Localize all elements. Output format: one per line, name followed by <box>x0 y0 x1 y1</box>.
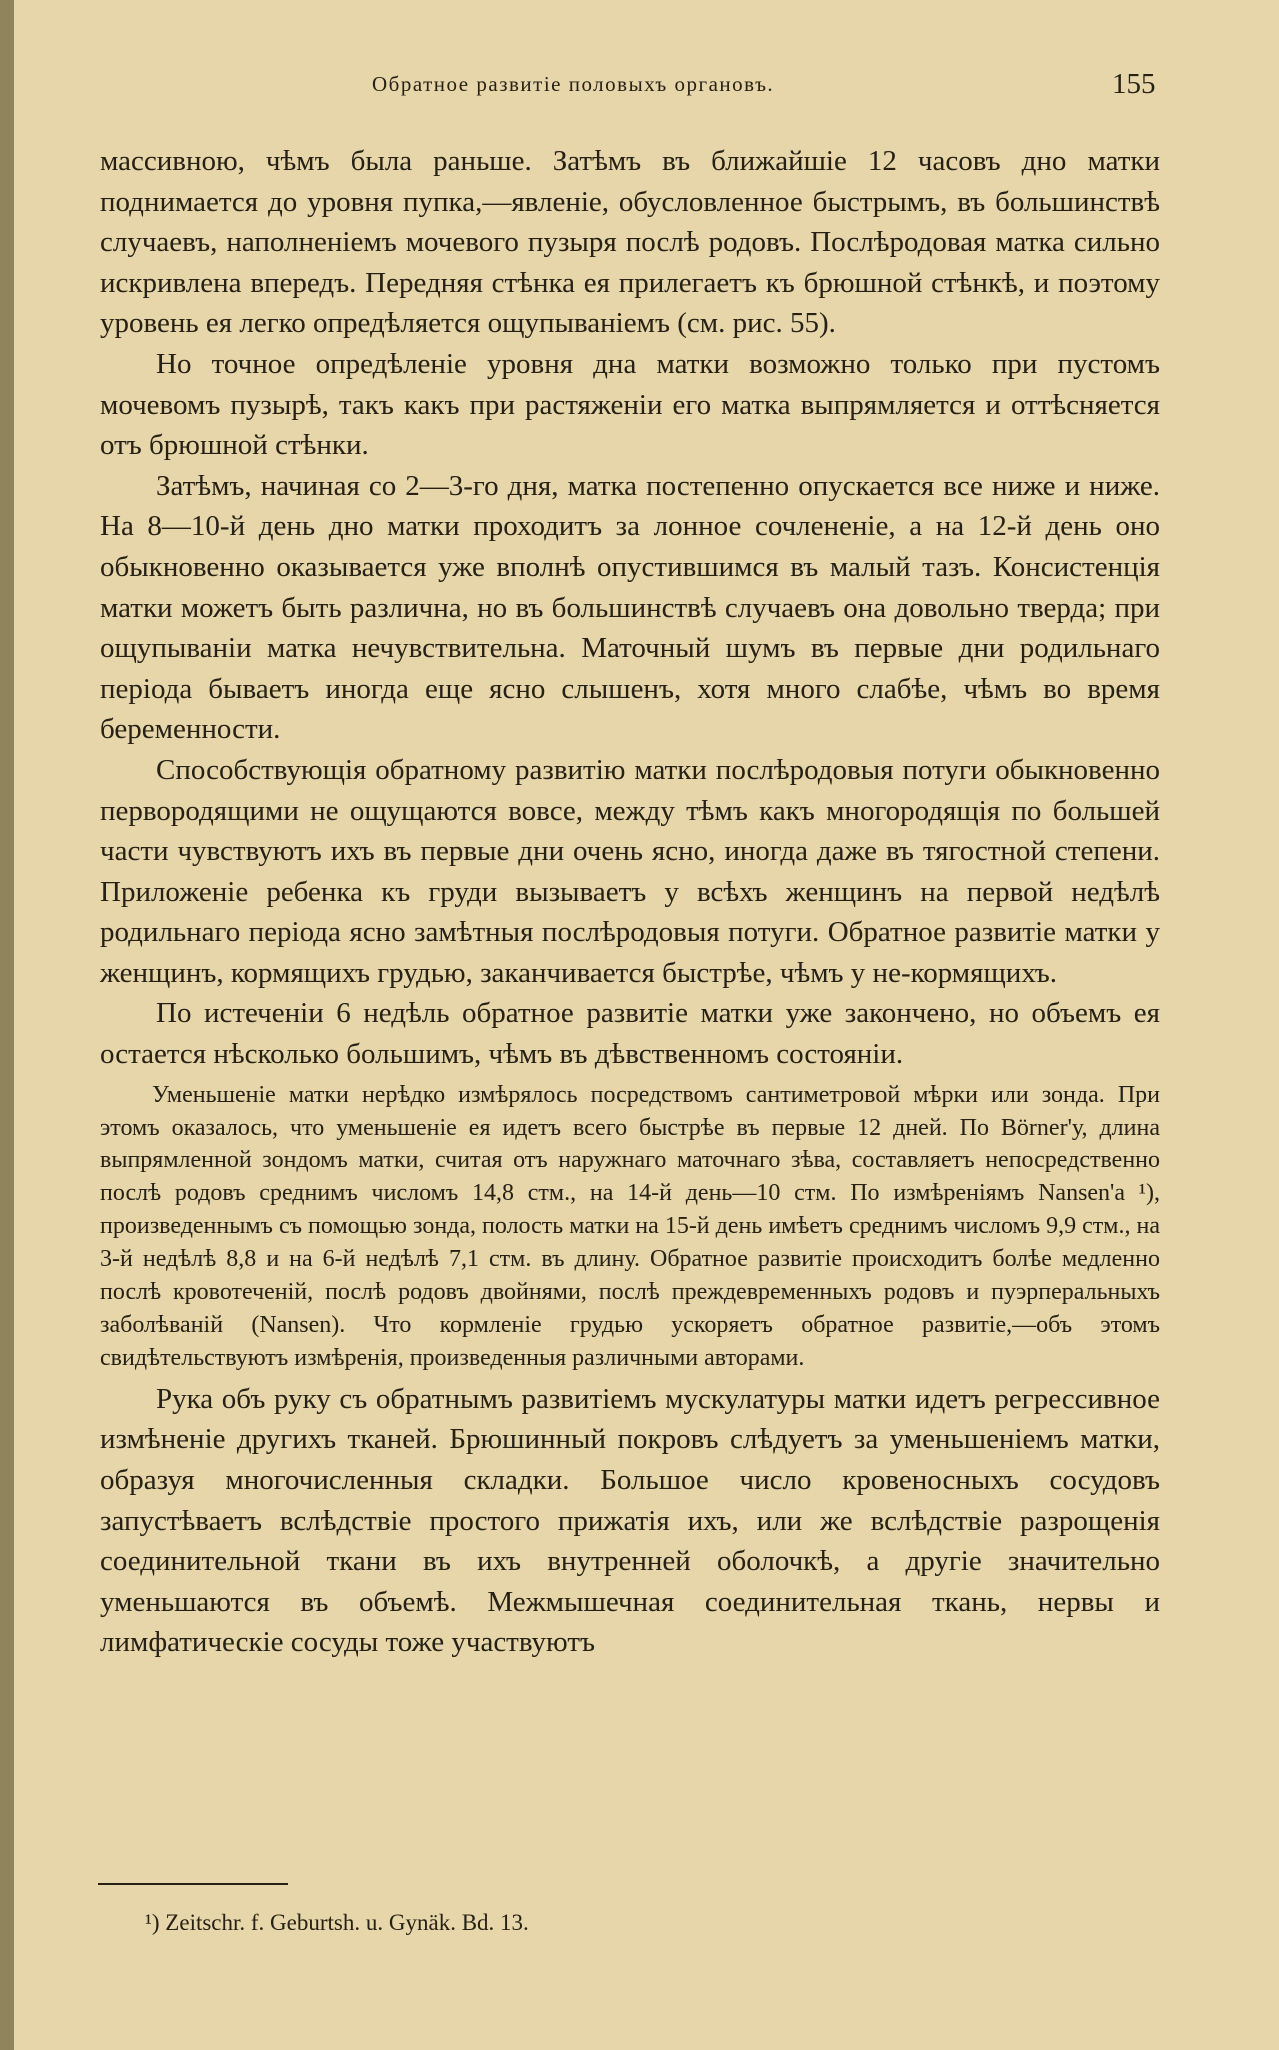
paragraph-4: Способствующія обратному развитію матки послѣродовыя потуги обыкновенно первородящими не ощущаются вовсе, между тѣмъ какъ многородящія по большей части чувствуютъ ихъ въ первые дни очень ясно, иногда даже въ тягостной степени. Приложеніе ребенка къ груди вызываетъ у всѣхъ женщинъ на первой недѣлѣ родильнаго періода ясно замѣтныя послѣродовыя потуги. Обратное развитіе матки у женщинъ, кормящихъ грудью, заканчивается быстрѣе, чѣмъ у не-кормящихъ. <box>100 753 1160 989</box>
footnote: ¹) Zeitschr. f. Geburtsh. u. Gynäk. Bd. 13. <box>145 1910 529 1935</box>
paragraph-7: Рука объ руку съ обратнымъ развитіемъ мускулатуры матки идетъ регрессивное измѣненіе другихъ тканей. Брюшинный покровъ слѣдуетъ за уменьшеніемъ матки, образуя многочисленныя складки. Большое число кровеносныхъ сосудовъ запустѣваетъ вслѣдствіе простого прижатія ихъ, или же вслѣдствіе разрощенія соединительной ткани въ ихъ внутренней оболочкѣ, а другіе значительно уменьшаются въ объемѣ. Межмышечная соединительная ткань, нервы и лимфатическіе сосуды тоже участвуютъ <box>100 1382 1160 1659</box>
paragraph-1: массивною, чѣмъ была раньше. Затѣмъ въ ближайшіе 12 часовъ дно матки поднимается до уровня пупка,—явленіе, обусловленное быстрымъ, въ большинствѣ случаевъ, наполненіемъ мочевого пузыря послѣ родовъ. Послѣродовая матка сильно искривлена впередъ. Передняя стѣнка ея прилегаетъ къ брюшной стѣнкѣ, и поэтому уровень ея легко опредѣляется ощупываніемъ (см. рис. 55). <box>100 145 1160 340</box>
footnote-divider <box>98 1883 288 1885</box>
small-print-paragraph: Уменьшеніе матки нерѣдко измѣрялось посредствомъ сантиметровой мѣрки или зонда. При этомъ оказалось, что уменьшеніе ея идетъ всего быстрѣе въ первые 12 дней. По Börner'у, длина выпрямленной зондомъ матки, считая отъ наружнаго маточнаго зѣва, составляетъ непосредственно послѣ родовъ среднимъ числомъ 14,8 стм., на 14-й день—10 стм. По измѣреніямъ Nansen'а ¹), произведеннымъ съ помощью зонда, полость матки на 15-й день имѣетъ среднимъ числомъ 9,9 стм., на 3-й недѣлѣ 8,8 и на 6-й недѣлѣ 7,1 стм. въ длину. Обратное развитіе происходитъ болѣе медленно послѣ кровотеченій, послѣ родовъ двойнями, послѣ преждевременныхъ родовъ и пуэрперальныхъ заболѣваній (Nansen). Что кормленіе грудью ускоряетъ обратное развитіе,—объ этомъ свидѣтельствуютъ измѣренія, произведенныя различными авторами. <box>100 1081 1160 1371</box>
page-number: 155 <box>1112 68 1156 100</box>
page-binding-edge <box>0 0 14 2050</box>
paragraph-2: Но точное опредѣленіе уровня дна матки возможно только при пустомъ мочевомъ пузырѣ, такъ какъ при растяженіи его матка выпрямляется и оттѣсняется отъ брюшной стѣнки. <box>100 347 1160 462</box>
body-text <box>100 141 1160 1663</box>
paragraph-5: По истеченіи 6 недѣль обратное развитіе матки уже закончено, но объемъ ея остается нѣсколько большимъ, чѣмъ въ дѣвственномъ состояніи. <box>100 997 1160 1071</box>
paragraph-3: Затѣмъ, начиная со 2—3-го дня, матка постепенно опускается все ниже и ниже. На 8—10-й день дно матки проходитъ за лонное сочлененіе, а на 12-й день оно обыкновенно оказывается уже вполнѣ опустившимся въ малый тазъ. Консистенція матки можетъ быть различна, но въ большинствѣ случаевъ она довольно тверда; при ощупываніи матка нечувствительна. Маточный шумъ въ первые дни родильнаго періода бываетъ иногда еще ясно слышенъ, хотя много слабѣе, чѣмъ во время беременности. <box>100 469 1160 746</box>
running-title: Обратное развитіе половыхъ органовъ. <box>372 72 775 96</box>
